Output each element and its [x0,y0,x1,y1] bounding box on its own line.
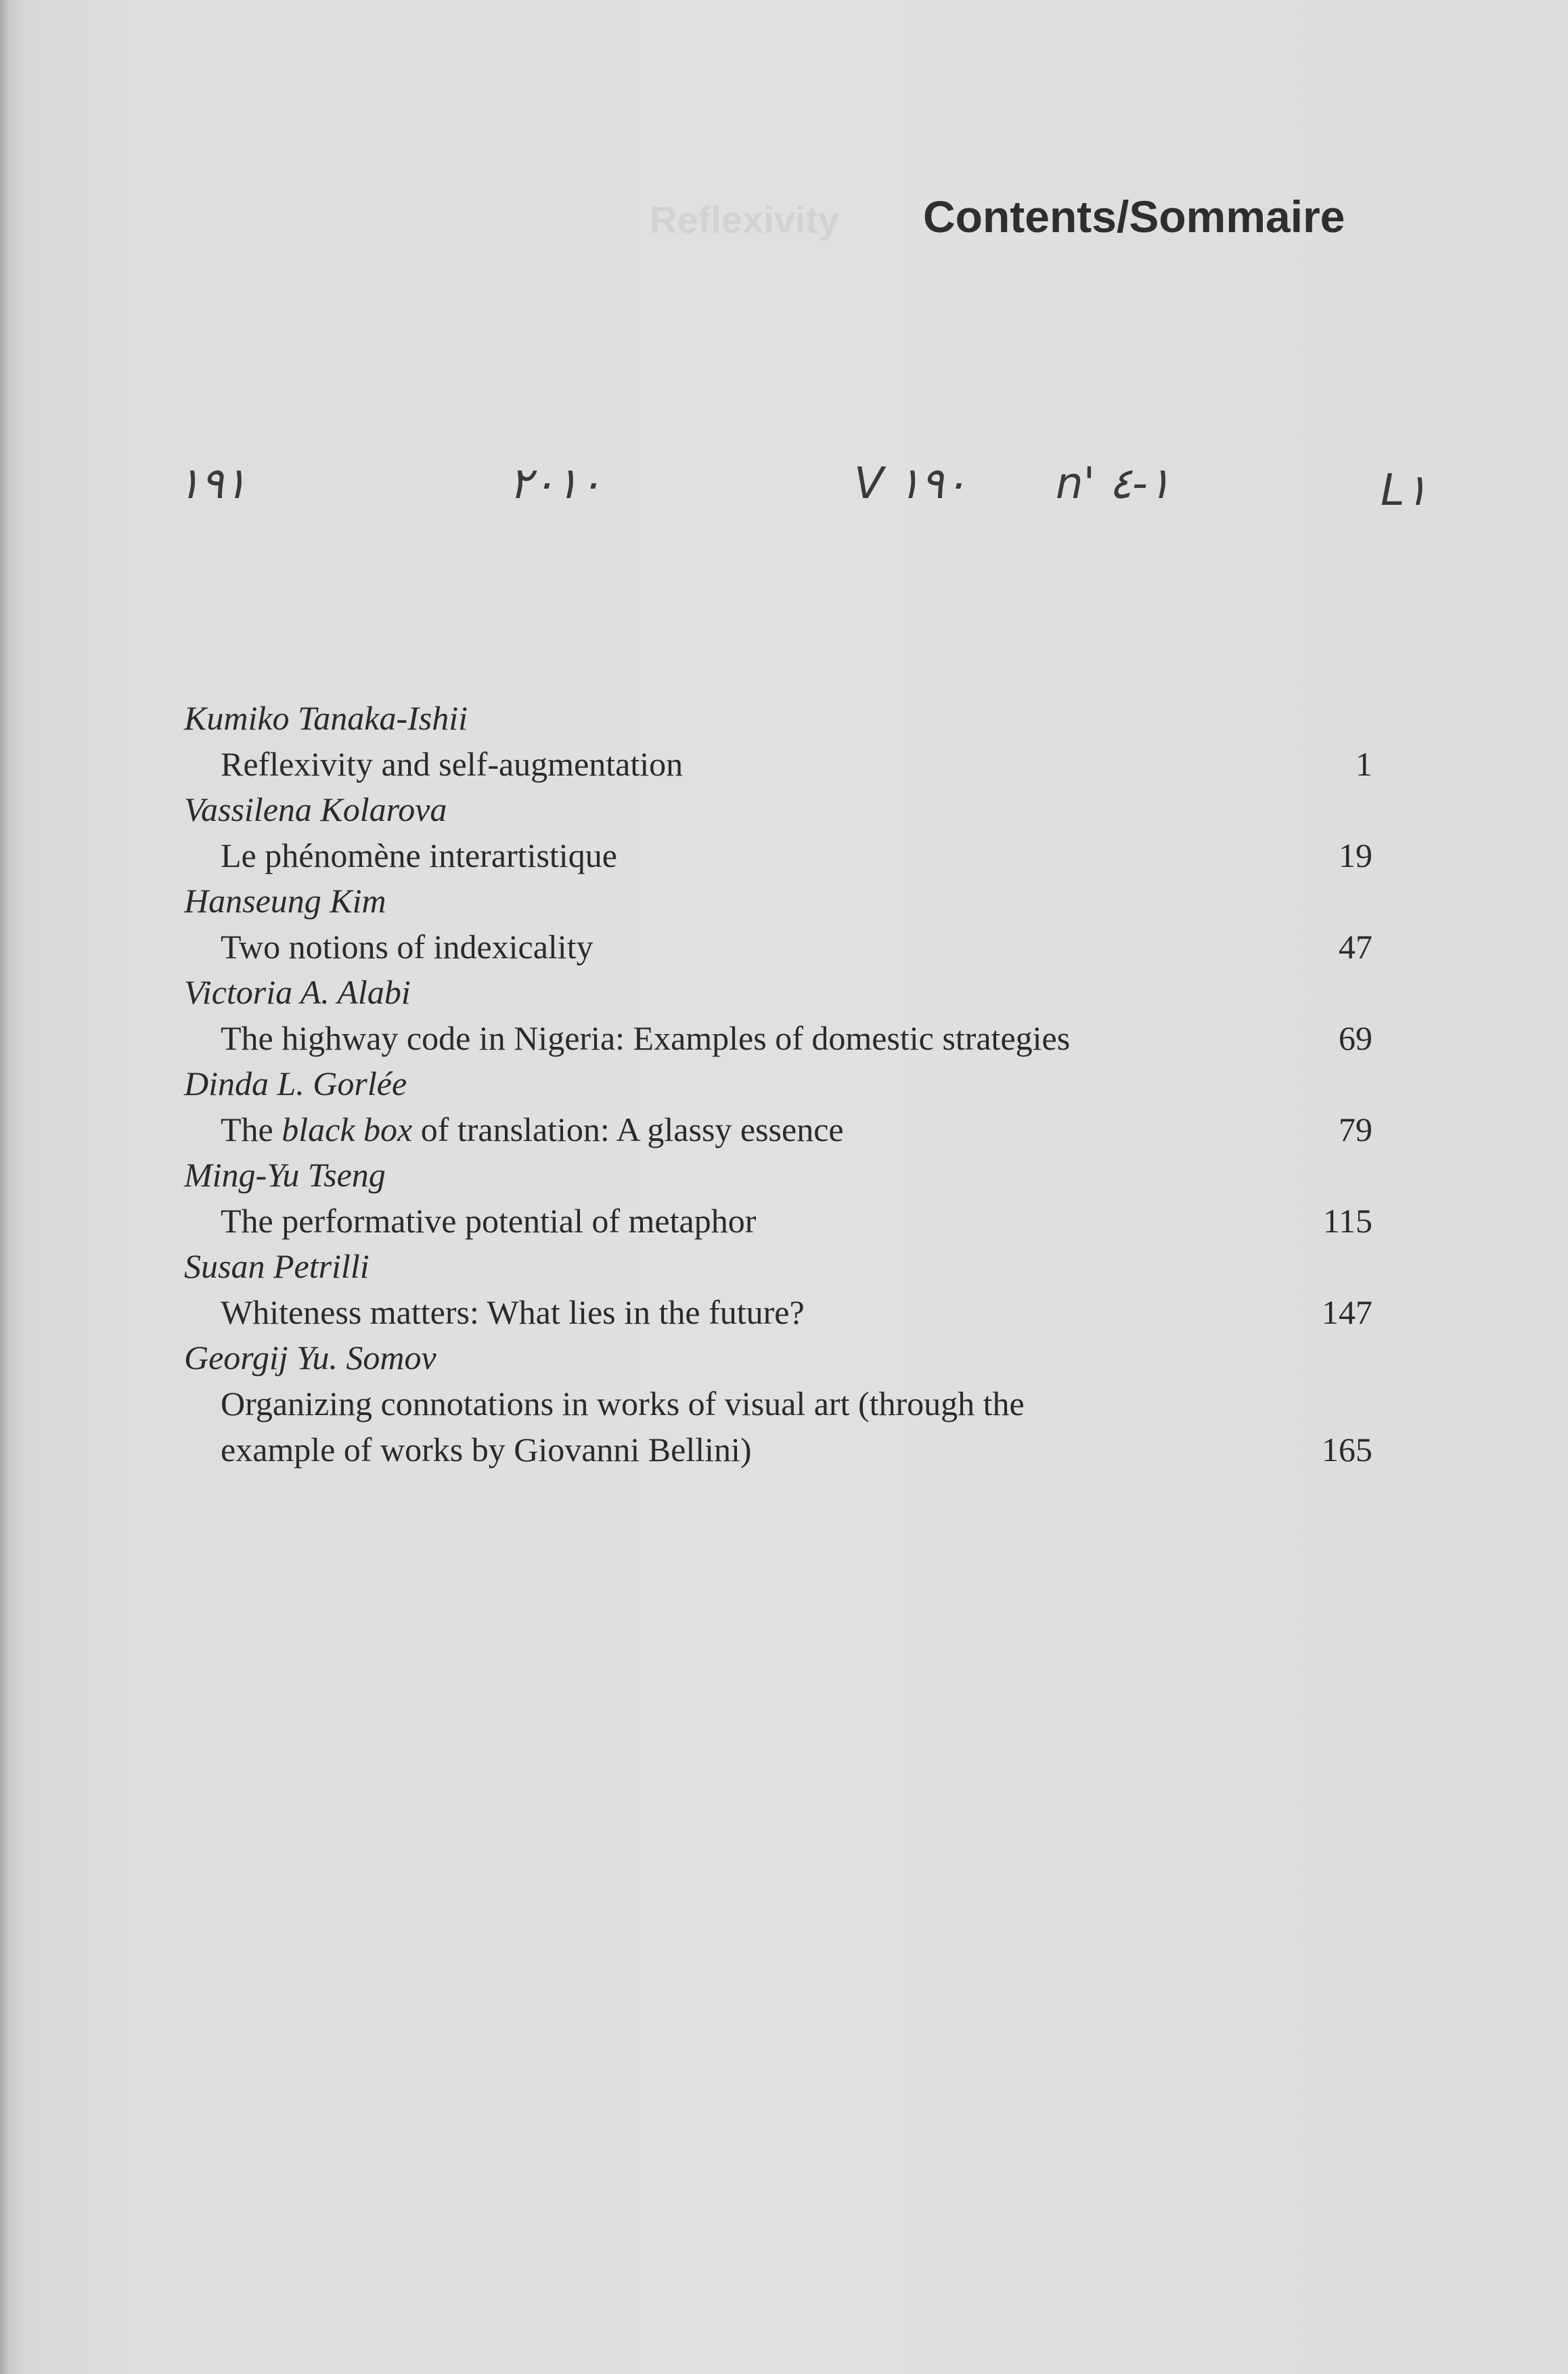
toc-title-emphasis: black box [282,1111,413,1148]
toc-title [184,924,1372,970]
handwritten-mark-2: ٢٠١٠ [509,459,602,509]
toc-title [184,1106,1372,1152]
toc-title-text: Le phénomène interartistique [221,836,617,874]
toc-entry [184,878,1372,970]
toc-author: Kumiko Tanaka-Ishii [184,699,468,737]
handwritten-mark-1: ١٩١ [177,459,248,509]
toc-author: Dinda L. Gorlée [184,1065,407,1102]
handwritten-mark-4: n' ١-٤ [1056,459,1171,509]
toc-title [184,1198,1372,1244]
toc-page-number: 47 [1339,928,1372,966]
toc-title-text: The highway code in Nigeria: Examples of domestic strategies [221,1019,1071,1057]
toc-title [184,1289,1372,1335]
toc-title-continued [184,1427,1372,1473]
toc-page-number: 1 [1356,745,1372,783]
bleed-through-text: Reflexivity [650,198,840,241]
handwritten-note [0,433,1568,528]
toc-title-text: The performative potential of metaphor [221,1202,757,1240]
toc-title-text: example of works by Giovanni Bellini) [221,1431,752,1469]
toc-entry [184,787,1372,878]
toc-page-number: 115 [1322,1202,1372,1240]
handwritten-mark-3: V ١٩٠ [854,459,968,509]
toc-title-text: Organizing connotations in works of visual art (through the [221,1385,1025,1423]
table-of-contents [184,696,1372,1473]
toc-page-number: 79 [1339,1111,1372,1148]
toc-title-text: Whiteness matters: What lies in the future? [221,1293,805,1331]
toc-page-number: 165 [1322,1431,1372,1469]
toc-entry [184,1152,1372,1244]
handwritten-mark-5: L١ [1381,466,1429,516]
toc-title [184,832,1372,878]
toc-page-number: 69 [1339,1019,1372,1057]
toc-entry [184,696,1372,787]
toc-title-pre: The [221,1111,282,1148]
toc-author: Susan Petrilli [184,1247,369,1285]
toc-entry [184,1244,1372,1335]
toc-entry [184,970,1372,1061]
toc-entry [184,1061,1372,1152]
toc-title-text: Reflexivity and self-augmentation [221,745,684,783]
toc-entry [184,1335,1372,1473]
toc-title [184,741,1372,787]
toc-author: Hanseung Kim [184,882,386,920]
toc-title [184,1015,1372,1061]
toc-page-number: 147 [1322,1293,1372,1331]
toc-author: Vassilena Kolarova [184,790,447,828]
toc-page-number: 19 [1339,836,1372,874]
toc-author: Victoria A. Alabi [184,973,411,1011]
toc-title [184,1381,1372,1427]
toc-author: Ming-Yu Tseng [184,1156,386,1194]
page-title: Contents/Sommaire [923,192,1345,242]
toc-author: Georgij Yu. Somov [184,1339,436,1376]
toc-title-post: of translation: A glassy essence [412,1111,844,1148]
toc-title-text: Two notions of indexicality [221,928,593,966]
